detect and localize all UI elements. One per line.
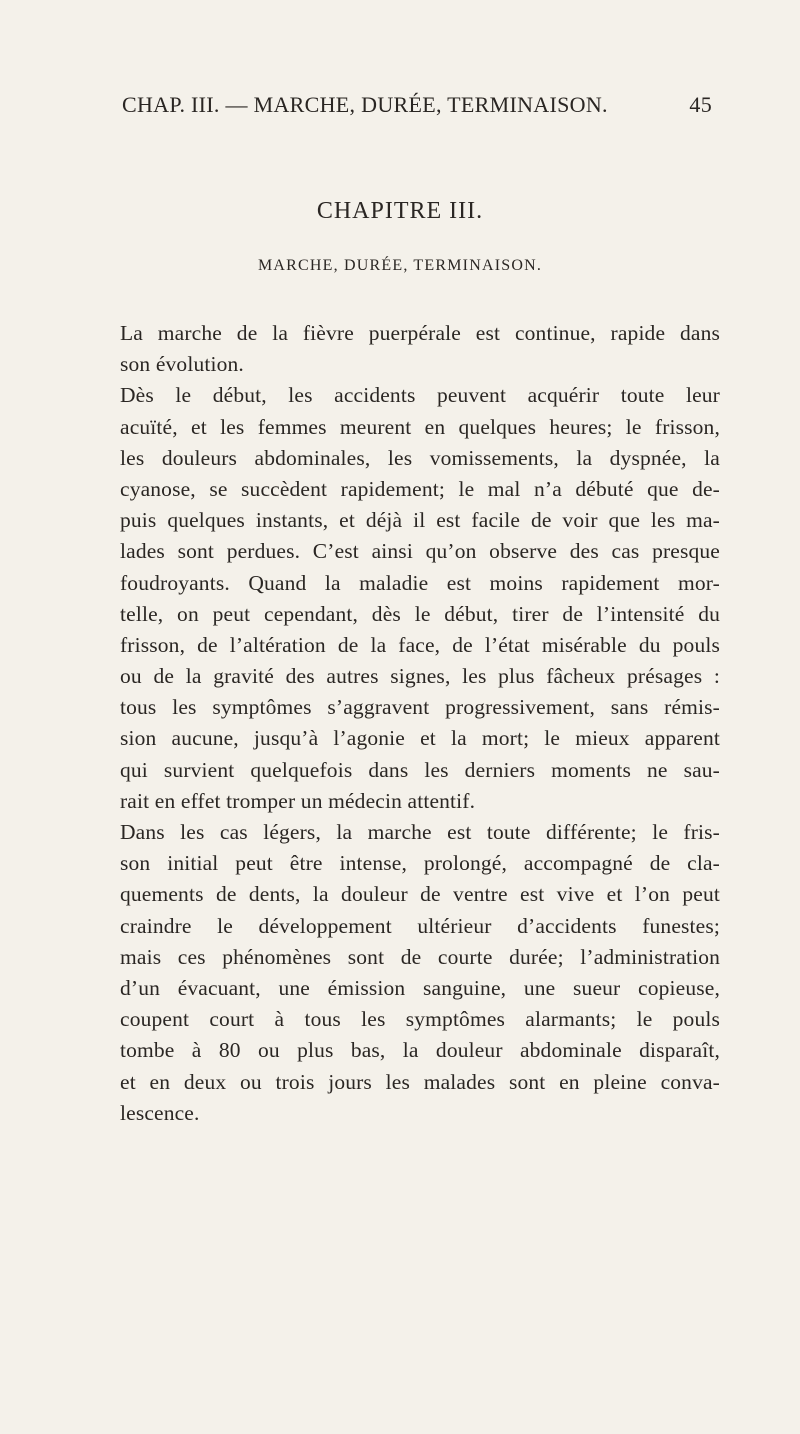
text-line: les douleurs abdominales, les vomissements, la dyspnée, la bbox=[120, 445, 720, 470]
text-line: telle, on peut cependant, dès le début, tirer de l’intensité du bbox=[120, 601, 720, 626]
text-line: lescence. bbox=[120, 1100, 200, 1125]
text-line: frisson, de l’altération de la face, de l’état misérable du pouls bbox=[120, 632, 720, 657]
text-line: tombe à 80 ou plus bas, la douleur abdominale disparaît, bbox=[120, 1038, 720, 1063]
text-line: d’un évacuant, une émission sanguine, une sueur copieuse, bbox=[120, 975, 720, 1000]
text-line: son évolution. bbox=[120, 352, 244, 377]
text-line: tous les symptômes s’aggravent progressivement, sans rémis- bbox=[120, 695, 720, 720]
text-line: La marche de la fièvre puerpérale est continue, rapide dans bbox=[120, 321, 720, 345]
text-line: craindre le développement ultérieur d’accidents funestes; bbox=[120, 913, 720, 938]
body-text bbox=[120, 318, 720, 1129]
text-line: ou de la gravité des autres signes, les plus fâcheux présages : bbox=[120, 664, 720, 689]
chapter-subtitle: MARCHE, DURÉE, TERMINAISON. bbox=[257, 257, 543, 274]
text-line: qui survient quelquefois dans les derniers moments ne sau- bbox=[120, 757, 720, 782]
text-line: rait en effet tromper un médecin attentif. bbox=[120, 788, 476, 813]
chapter-title: CHAPITRE III. bbox=[316, 198, 484, 224]
running-title: CHAP. III. — MARCHE, DURÉE, TERMINAISON. bbox=[122, 92, 608, 117]
text-line: foudroyants. Quand la maladie est moins rapidement mor- bbox=[120, 570, 720, 595]
text-line: Dans les cas légers, la marche est toute différente; le fris- bbox=[120, 820, 720, 844]
text-line: puis quelques instants, et déjà il est facile de voir que les ma- bbox=[120, 508, 720, 533]
text-line: acuïté, et les femmes meurent en quelques heures; le frisson, bbox=[120, 414, 720, 439]
text-line: lades sont perdues. C’est ainsi qu’on observe des cas presque bbox=[120, 539, 720, 564]
text-line: Dès le début, les accidents peuvent acquérir toute leur bbox=[120, 383, 720, 408]
text-line: quements de dents, la douleur de ventre est vive et l’on peut bbox=[120, 882, 720, 907]
text-line: cyanose, se succèdent rapidement; le mal n’a débuté que de- bbox=[120, 476, 720, 501]
running-head bbox=[122, 92, 712, 128]
text-line: son initial peut être intense, prolongé, accompagné de cla- bbox=[120, 851, 720, 876]
text-line: et en deux ou trois jours les malades sont en pleine conva- bbox=[120, 1069, 720, 1094]
text-line: mais ces phénomènes sont de courte durée; l’administration bbox=[120, 944, 720, 969]
page-number: 45 bbox=[689, 92, 712, 117]
text-line: sion aucune, jusqu’à l’agonie et la mort; le mieux apparent bbox=[120, 726, 720, 751]
text-line: coupent court à tous les symptômes alarmants; le pouls bbox=[120, 1007, 720, 1032]
